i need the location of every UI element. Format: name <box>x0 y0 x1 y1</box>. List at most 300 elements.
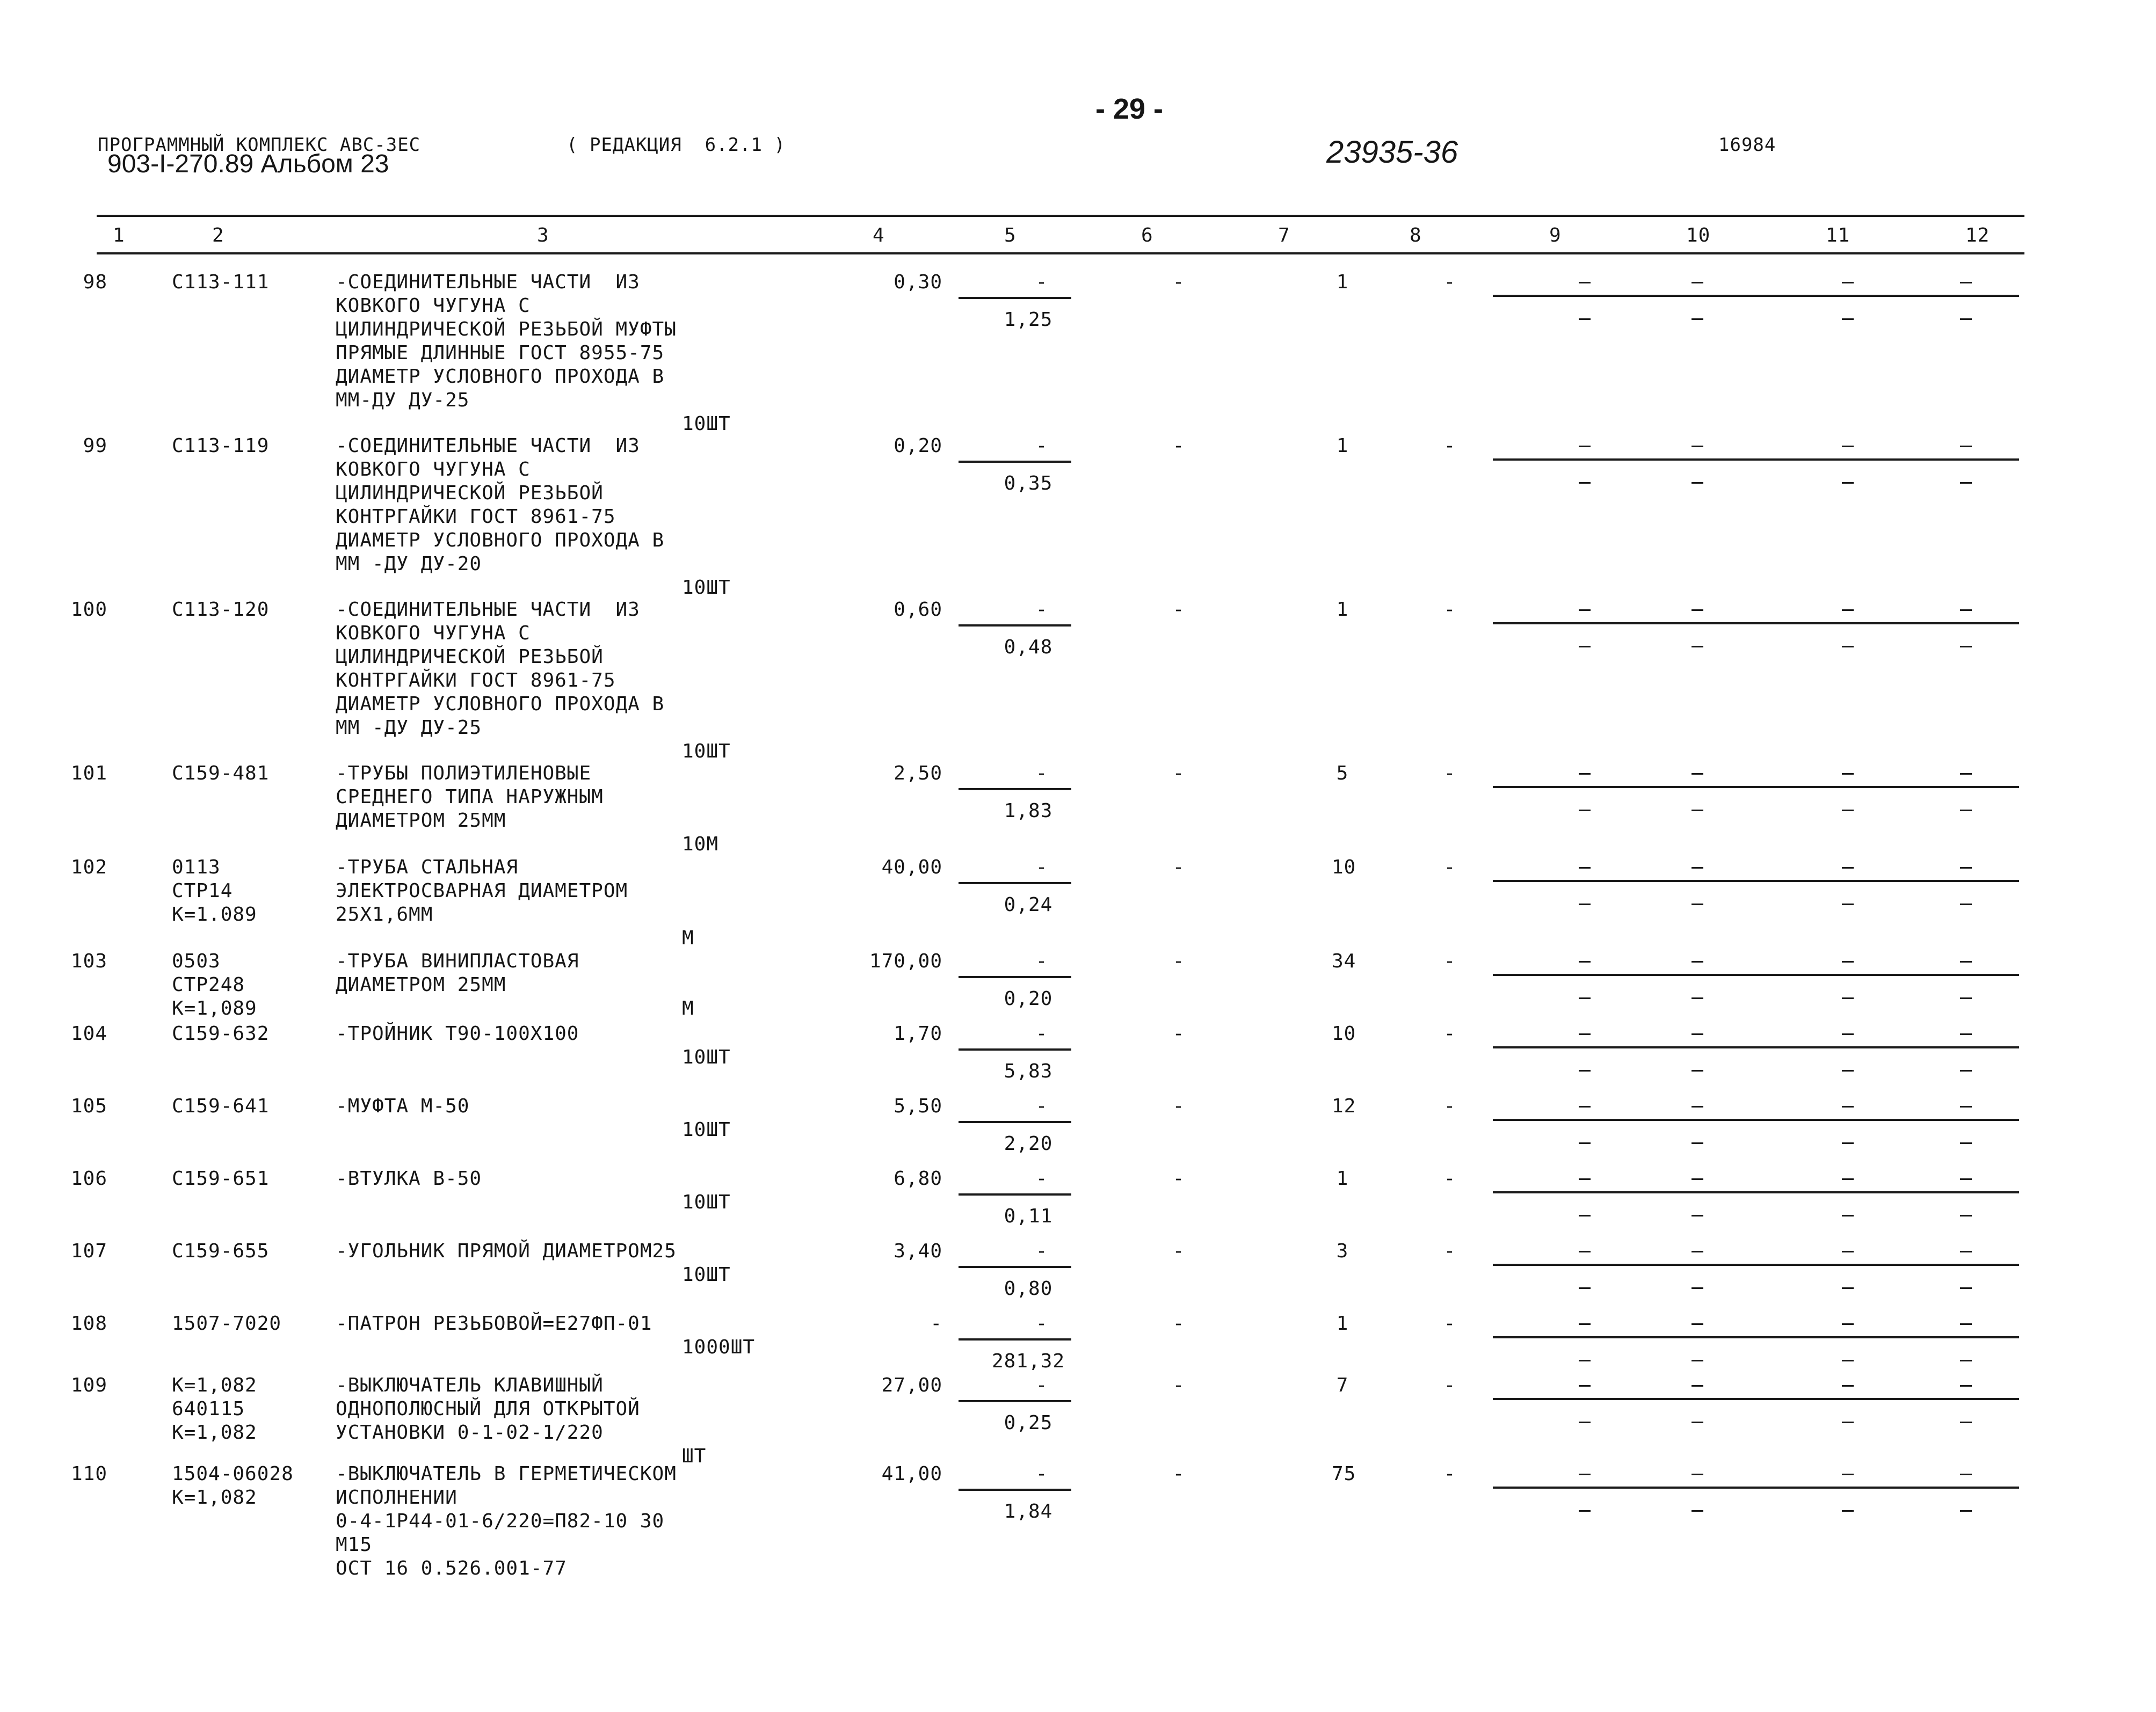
row-col10-dash-bottom <box>1692 1422 1703 1423</box>
column-header-2: 2 <box>212 224 224 246</box>
row-description: КОВКОГО ЧУГУНА С <box>336 458 531 480</box>
row-description: -ВЫКЛЮЧАТЕЛЬ КЛАВИШНЫЙ <box>336 1374 604 1396</box>
row-col12-dash-bottom <box>1960 1070 1972 1072</box>
row-col6: - <box>1172 1463 1185 1485</box>
row-code: К=1.089 <box>172 904 257 926</box>
row-description: КОНТРГАЙКИ ГОСТ 8961-75 <box>336 669 616 691</box>
row-col11-dash-top <box>1842 609 1854 611</box>
row-quantity: 5,50 <box>894 1095 942 1117</box>
row-description: 0-4-1Р44-01-6/220=П82-10 30 <box>336 1510 665 1532</box>
row-unit: 10ШТ <box>682 413 731 435</box>
row-code: C159-641 <box>172 1095 270 1117</box>
row-quantity: 2,50 <box>894 762 942 784</box>
row-col6: - <box>1172 856 1185 878</box>
row-col10-dash-top <box>1692 773 1703 775</box>
row-number: 103 <box>70 950 107 972</box>
row-col5-rule <box>959 624 1071 626</box>
row-cols9-12-rule <box>1493 1264 2019 1266</box>
row-cols9-12-rule <box>1493 786 2019 788</box>
row-col7: 1 <box>1336 1313 1349 1335</box>
row-col11-dash-bottom <box>1842 1287 1854 1289</box>
row-col12-dash-top <box>1960 961 1972 963</box>
column-header-1: 1 <box>113 224 125 246</box>
row-description: ЦИЛИНДРИЧЕСКОЙ РЕЗЬБОЙ МУФТЫ <box>336 318 677 340</box>
row-unit: 1000ШТ <box>682 1336 756 1358</box>
row-col5-top: - <box>1035 1240 1048 1262</box>
row-col7: 34 <box>1332 950 1356 972</box>
row-description: -ВТУЛКА В-50 <box>336 1168 482 1190</box>
row-col6: - <box>1172 1095 1185 1117</box>
row-col5-top: - <box>1035 435 1048 457</box>
row-col7: 10 <box>1332 856 1356 878</box>
row-number: 109 <box>70 1374 107 1396</box>
row-col11-dash-bottom <box>1842 1422 1854 1423</box>
row-col11-dash-top <box>1842 961 1854 963</box>
row-col9-dash-bottom <box>1579 482 1591 484</box>
row-col10-dash-top <box>1692 1323 1703 1325</box>
row-description: УСТАНОВКИ 0-1-02-1/220 <box>336 1422 604 1444</box>
row-col5-bottom: 0,25 <box>1004 1412 1053 1434</box>
row-col11-dash-bottom <box>1842 1070 1854 1072</box>
album-label: 903-I-270.89 Альбом 23 <box>107 150 389 178</box>
row-col8: - <box>1443 762 1456 784</box>
row-col9-dash-top <box>1579 1106 1591 1108</box>
row-cols9-12-rule <box>1493 458 2019 461</box>
row-col12-dash-bottom <box>1960 1510 1972 1512</box>
row-quantity: 6,80 <box>894 1168 942 1190</box>
row-code: К=1,089 <box>172 997 257 1019</box>
row-col5-bottom: 0,20 <box>1004 988 1053 1010</box>
row-col7: 1 <box>1336 271 1349 293</box>
row-col5-bottom: 281,32 <box>991 1350 1065 1372</box>
row-col5-bottom: 2,20 <box>1004 1133 1053 1155</box>
row-col5-top: - <box>1035 950 1048 972</box>
row-col5-bottom: 1,84 <box>1004 1500 1053 1522</box>
row-col12-dash-top <box>1960 1178 1972 1180</box>
row-col12-dash-top <box>1960 1251 1972 1252</box>
column-header-10: 10 <box>1686 224 1711 246</box>
row-code: 1504-06028 <box>172 1463 294 1485</box>
row-code: C113-120 <box>172 599 270 621</box>
row-col5-bottom: 0,48 <box>1004 636 1053 658</box>
row-code: К=1,082 <box>172 1422 257 1444</box>
row-col9-dash-top <box>1579 282 1591 283</box>
row-unit: 10ШТ <box>682 740 731 762</box>
row-cols9-12-rule <box>1493 1191 2019 1193</box>
row-quantity: 1,70 <box>894 1023 942 1045</box>
row-col5-top: - <box>1035 762 1048 784</box>
row-col11-dash-top <box>1842 1251 1854 1252</box>
row-col5-bottom: 0,35 <box>1004 472 1053 494</box>
row-number: 105 <box>70 1095 107 1117</box>
row-col5-bottom: 0,24 <box>1004 894 1053 916</box>
column-header-12: 12 <box>1965 224 1990 246</box>
row-code: СТР14 <box>172 880 233 902</box>
row-description: ДИАМЕТР УСЛОВНОГО ПРОХОДА В <box>336 693 665 715</box>
column-header-5: 5 <box>1004 224 1017 246</box>
row-col8: - <box>1443 1095 1456 1117</box>
row-description: СРЕДНЕГО ТИПА НАРУЖНЫМ <box>336 786 604 808</box>
row-col5-rule <box>959 1489 1071 1491</box>
row-col9-dash-top <box>1579 1251 1591 1252</box>
row-description: ИСПОЛНЕНИИ <box>336 1487 458 1509</box>
row-description: ОДНОПОЛЮСНЫЙ ДЛЯ ОТКРЫТОЙ <box>336 1398 640 1420</box>
row-unit: 10ШТ <box>682 1264 731 1286</box>
column-header-3: 3 <box>537 224 549 246</box>
row-code: C113-111 <box>172 271 270 293</box>
row-number: 101 <box>70 762 107 784</box>
column-header-6: 6 <box>1141 224 1153 246</box>
row-unit: 10ШТ <box>682 577 731 599</box>
row-col6: - <box>1172 1023 1185 1045</box>
row-col7: 3 <box>1336 1240 1349 1262</box>
row-col8: - <box>1443 599 1456 621</box>
row-col10-dash-bottom <box>1692 318 1703 320</box>
row-description: -ТРУБЫ ПОЛИЭТИЛЕНОВЫЕ <box>336 762 592 784</box>
row-code: 0113 <box>172 856 221 878</box>
doc-code: 23935-36 <box>1326 135 1458 170</box>
row-description: ЦИЛИНДРИЧЕСКОЙ РЕЗЬБОЙ <box>336 646 604 668</box>
column-header-11: 11 <box>1826 224 1850 246</box>
row-col11-dash-bottom <box>1842 1142 1854 1144</box>
row-col5-top: - <box>1035 271 1048 293</box>
row-col8: - <box>1443 271 1456 293</box>
row-col11-dash-top <box>1842 1033 1854 1035</box>
row-col11-dash-top <box>1842 1385 1854 1387</box>
row-col8: - <box>1443 435 1456 457</box>
row-col6: - <box>1172 271 1185 293</box>
row-col12-dash-bottom <box>1960 810 1972 811</box>
row-col6: - <box>1172 1374 1185 1396</box>
row-col10-dash-bottom <box>1692 1510 1703 1512</box>
row-col12-dash-top <box>1960 282 1972 283</box>
row-description: ДИАМЕТРОМ 25ММ <box>336 810 506 832</box>
row-col5-bottom: 5,83 <box>1004 1060 1053 1082</box>
row-col6: - <box>1172 1168 1185 1190</box>
table-header-rule <box>97 252 2024 254</box>
row-col10-dash-bottom <box>1692 646 1703 647</box>
row-description: ДИАМЕТРОМ 25ММ <box>336 974 506 996</box>
row-col5-rule <box>959 882 1071 884</box>
column-header-9: 9 <box>1549 224 1562 246</box>
row-description: -УГОЛЬНИК ПРЯМОЙ ДИАМЕТРОМ25 <box>336 1240 677 1262</box>
row-col10-dash-bottom <box>1692 1287 1703 1289</box>
row-col12-dash-top <box>1960 1323 1972 1325</box>
row-code: C159-481 <box>172 762 270 784</box>
row-col9-dash-bottom <box>1579 1510 1591 1512</box>
row-unit: 10ШТ <box>682 1046 731 1068</box>
row-col9-dash-top <box>1579 867 1591 869</box>
row-col9-dash-top <box>1579 1323 1591 1325</box>
row-col5-top: - <box>1035 1374 1048 1396</box>
row-quantity: 0,20 <box>894 435 942 457</box>
row-quantity: - <box>930 1313 942 1335</box>
row-col9-dash-top <box>1579 773 1591 775</box>
row-unit: М <box>682 927 694 949</box>
row-quantity: 3,40 <box>894 1240 942 1262</box>
row-col10-dash-bottom <box>1692 997 1703 999</box>
row-col10-dash-bottom <box>1692 1070 1703 1072</box>
row-description: ММ-ДУ ДУ-25 <box>336 389 470 411</box>
row-col12-dash-bottom <box>1960 1422 1972 1423</box>
row-col8: - <box>1443 950 1456 972</box>
row-description: ЭЛЕКТРОСВАРНАЯ ДИАМЕТРОМ <box>336 880 628 902</box>
row-col7: 5 <box>1336 762 1349 784</box>
row-col8: - <box>1443 1374 1456 1396</box>
row-col8: - <box>1443 1463 1456 1485</box>
row-description: КОВКОГО ЧУГУНА С <box>336 622 531 644</box>
row-number: 108 <box>70 1313 107 1335</box>
row-col10-dash-top <box>1692 1385 1703 1387</box>
row-col5-rule <box>959 788 1071 790</box>
row-unit: М <box>682 997 694 1019</box>
row-code: C113-119 <box>172 435 270 457</box>
row-col7: 1 <box>1336 1168 1349 1190</box>
row-description: 25Х1,6ММ <box>336 904 433 926</box>
row-col6: - <box>1172 950 1185 972</box>
row-col11-dash-bottom <box>1842 810 1854 811</box>
row-col12-dash-bottom <box>1960 1287 1972 1289</box>
row-col10-dash-top <box>1692 1474 1703 1475</box>
row-col5-bottom: 0,11 <box>1004 1205 1053 1227</box>
row-col9-dash-bottom <box>1579 646 1591 647</box>
row-col12-dash-bottom <box>1960 1142 1972 1144</box>
row-col10-dash-top <box>1692 1033 1703 1035</box>
row-col5-rule <box>959 1048 1071 1051</box>
row-col5-bottom: 1,83 <box>1004 800 1053 822</box>
row-col5-top: - <box>1035 1313 1048 1335</box>
row-description: -ТРУБА СТАЛЬНАЯ <box>336 856 519 878</box>
row-cols9-12-rule <box>1493 880 2019 882</box>
row-number: 100 <box>70 599 107 621</box>
row-col12-dash-top <box>1960 1033 1972 1035</box>
row-col9-dash-bottom <box>1579 318 1591 320</box>
row-col5-rule <box>959 1193 1071 1196</box>
row-col12-dash-top <box>1960 1106 1972 1108</box>
row-col5-rule <box>959 976 1071 978</box>
row-col5-bottom: 1,25 <box>1004 309 1053 331</box>
program-title: ПРОГРАММНЫЙ КОМПЛЕКС АВС-3ЕС <box>98 134 421 156</box>
row-col11-dash-bottom <box>1842 482 1854 484</box>
row-col7: 1 <box>1336 599 1349 621</box>
row-col11-dash-bottom <box>1842 1360 1854 1361</box>
row-col11-dash-top <box>1842 1106 1854 1108</box>
row-cols9-12-rule <box>1493 622 2019 624</box>
row-description: ОСТ 16 0.526.001-77 <box>336 1557 567 1579</box>
row-description: ММ -ДУ ДУ-25 <box>336 717 482 739</box>
row-col11-dash-bottom <box>1842 1510 1854 1512</box>
row-description: -ВЫКЛЮЧАТЕЛЬ В ГЕРМЕТИЧЕСКОМ <box>336 1463 677 1485</box>
row-col11-dash-top <box>1842 1474 1854 1475</box>
row-col10-dash-bottom <box>1692 1142 1703 1144</box>
row-col12-dash-bottom <box>1960 904 1972 905</box>
row-col5-top: - <box>1035 1463 1048 1485</box>
row-col11-dash-top <box>1842 773 1854 775</box>
row-code: C159-632 <box>172 1023 270 1045</box>
row-code: 1507-7020 <box>172 1313 282 1335</box>
row-col11-dash-top <box>1842 867 1854 869</box>
row-code: 0503 <box>172 950 221 972</box>
row-col11-dash-bottom <box>1842 904 1854 905</box>
row-col5-top: - <box>1035 1168 1048 1190</box>
row-number: 107 <box>70 1240 107 1262</box>
row-col10-dash-bottom <box>1692 482 1703 484</box>
row-col12-dash-top <box>1960 773 1972 775</box>
row-unit: 10ШТ <box>682 1119 731 1141</box>
row-col8: - <box>1443 1168 1456 1190</box>
row-col11-dash-bottom <box>1842 318 1854 320</box>
row-number: 98 <box>83 271 107 293</box>
row-description: -ТРОЙНИК Т90-100Х100 <box>336 1023 579 1045</box>
row-code: C159-655 <box>172 1240 270 1262</box>
row-col6: - <box>1172 1313 1185 1335</box>
row-quantity: 41,00 <box>881 1463 942 1485</box>
row-col9-dash-top <box>1579 1474 1591 1475</box>
row-col10-dash-top <box>1692 867 1703 869</box>
row-description: КОНТРГАЙКИ ГОСТ 8961-75 <box>336 506 616 528</box>
row-col11-dash-top <box>1842 1178 1854 1180</box>
row-col11-dash-top <box>1842 446 1854 447</box>
row-quantity: 0,30 <box>894 271 942 293</box>
row-quantity: 170,00 <box>869 950 942 972</box>
row-col10-dash-top <box>1692 609 1703 611</box>
row-col12-dash-top <box>1960 1385 1972 1387</box>
row-col8: - <box>1443 1240 1456 1262</box>
row-col6: - <box>1172 435 1185 457</box>
row-cols9-12-rule <box>1493 1336 2019 1338</box>
row-col9-dash-bottom <box>1579 1422 1591 1423</box>
row-col6: - <box>1172 1240 1185 1262</box>
row-col9-dash-top <box>1579 446 1591 447</box>
row-description: -МУФТА М-50 <box>336 1095 470 1117</box>
table-top-rule <box>97 215 2024 217</box>
page-number: - 29 - <box>1095 93 1164 125</box>
row-number: 102 <box>70 856 107 878</box>
row-cols9-12-rule <box>1493 1487 2019 1489</box>
row-col11-dash-bottom <box>1842 997 1854 999</box>
column-header-8: 8 <box>1410 224 1422 246</box>
row-description: ЦИЛИНДРИЧЕСКОЙ РЕЗЬБОЙ <box>336 482 604 504</box>
row-col12-dash-bottom <box>1960 1360 1972 1361</box>
row-col12-dash-top <box>1960 609 1972 611</box>
row-col10-dash-bottom <box>1692 1215 1703 1216</box>
row-col7: 1 <box>1336 435 1349 457</box>
row-col9-dash-bottom <box>1579 810 1591 811</box>
row-col9-dash-top <box>1579 1178 1591 1180</box>
row-col5-top: - <box>1035 1023 1048 1045</box>
row-col5-rule <box>959 461 1071 463</box>
row-number: 110 <box>70 1463 107 1485</box>
row-col5-top: - <box>1035 856 1048 878</box>
row-col9-dash-bottom <box>1579 1142 1591 1144</box>
row-col12-dash-bottom <box>1960 318 1972 320</box>
row-col9-dash-bottom <box>1579 1287 1591 1289</box>
row-code: К=1,082 <box>172 1487 257 1509</box>
row-cols9-12-rule <box>1493 295 2019 297</box>
row-col12-dash-top <box>1960 1474 1972 1475</box>
row-col8: - <box>1443 1023 1456 1045</box>
row-col5-rule <box>959 1400 1071 1402</box>
row-number: 104 <box>70 1023 107 1045</box>
row-cols9-12-rule <box>1493 974 2019 976</box>
doc-number: 16984 <box>1718 134 1776 156</box>
row-col5-rule <box>959 1338 1071 1341</box>
row-col12-dash-top <box>1960 867 1972 869</box>
row-col8: - <box>1443 1313 1456 1335</box>
row-col10-dash-bottom <box>1692 810 1703 811</box>
row-code: C159-651 <box>172 1168 270 1190</box>
row-col9-dash-bottom <box>1579 1215 1591 1216</box>
row-code: 640115 <box>172 1398 245 1420</box>
row-unit: 10М <box>682 833 719 855</box>
row-col9-dash-bottom <box>1579 904 1591 905</box>
row-col7: 75 <box>1332 1463 1356 1485</box>
row-col10-dash-top <box>1692 1178 1703 1180</box>
row-col10-dash-top <box>1692 1106 1703 1108</box>
row-col12-dash-bottom <box>1960 482 1972 484</box>
row-description: -СОЕДИНИТЕЛЬНЫЕ ЧАСТИ ИЗ <box>336 435 640 457</box>
row-quantity: 27,00 <box>881 1374 942 1396</box>
row-col7: 12 <box>1332 1095 1356 1117</box>
row-col10-dash-bottom <box>1692 904 1703 905</box>
row-col9-dash-top <box>1579 609 1591 611</box>
row-code: К=1,082 <box>172 1374 257 1396</box>
row-col10-dash-bottom <box>1692 1360 1703 1361</box>
row-quantity: 0,60 <box>894 599 942 621</box>
row-description: ПРЯМЫЕ ДЛИННЫЕ ГОСТ 8955-75 <box>336 342 665 364</box>
row-col5-top: - <box>1035 1095 1048 1117</box>
row-col9-dash-bottom <box>1579 997 1591 999</box>
row-cols9-12-rule <box>1493 1046 2019 1048</box>
row-col9-dash-top <box>1579 1385 1591 1387</box>
row-col10-dash-top <box>1692 1251 1703 1252</box>
row-col7: 7 <box>1336 1374 1349 1396</box>
row-quantity: 40,00 <box>881 856 942 878</box>
row-col6: - <box>1172 599 1185 621</box>
row-col11-dash-bottom <box>1842 646 1854 647</box>
row-col9-dash-bottom <box>1579 1070 1591 1072</box>
row-cols9-12-rule <box>1493 1119 2019 1121</box>
row-code: СТР248 <box>172 974 245 996</box>
row-col12-dash-top <box>1960 446 1972 447</box>
row-col10-dash-top <box>1692 282 1703 283</box>
row-col9-dash-top <box>1579 1033 1591 1035</box>
row-description: -ТРУБА ВИНИПЛАСТОВАЯ <box>336 950 579 972</box>
row-col5-rule <box>959 297 1071 299</box>
row-col7: 10 <box>1332 1023 1356 1045</box>
row-description: ДИАМЕТР УСЛОВНОГО ПРОХОДА В <box>336 529 665 551</box>
row-col5-rule <box>959 1121 1071 1123</box>
row-col5-top: - <box>1035 599 1048 621</box>
row-unit: 10ШТ <box>682 1191 731 1213</box>
row-description: ММ -ДУ ДУ-20 <box>336 553 482 575</box>
row-col9-dash-top <box>1579 961 1591 963</box>
row-col11-dash-top <box>1842 1323 1854 1325</box>
row-number: 99 <box>83 435 107 457</box>
row-col9-dash-bottom <box>1579 1360 1591 1361</box>
column-header-7: 7 <box>1278 224 1290 246</box>
row-col11-dash-bottom <box>1842 1215 1854 1216</box>
row-col11-dash-top <box>1842 282 1854 283</box>
row-description: КОВКОГО ЧУГУНА С <box>336 295 531 317</box>
row-description: ДИАМЕТР УСЛОВНОГО ПРОХОДА В <box>336 366 665 388</box>
row-col12-dash-bottom <box>1960 997 1972 999</box>
edition-label: ( РЕДАКЦИЯ 6.2.1 ) <box>567 134 786 156</box>
row-col8: - <box>1443 856 1456 878</box>
row-col12-dash-bottom <box>1960 646 1972 647</box>
row-col10-dash-top <box>1692 446 1703 447</box>
row-col10-dash-top <box>1692 961 1703 963</box>
